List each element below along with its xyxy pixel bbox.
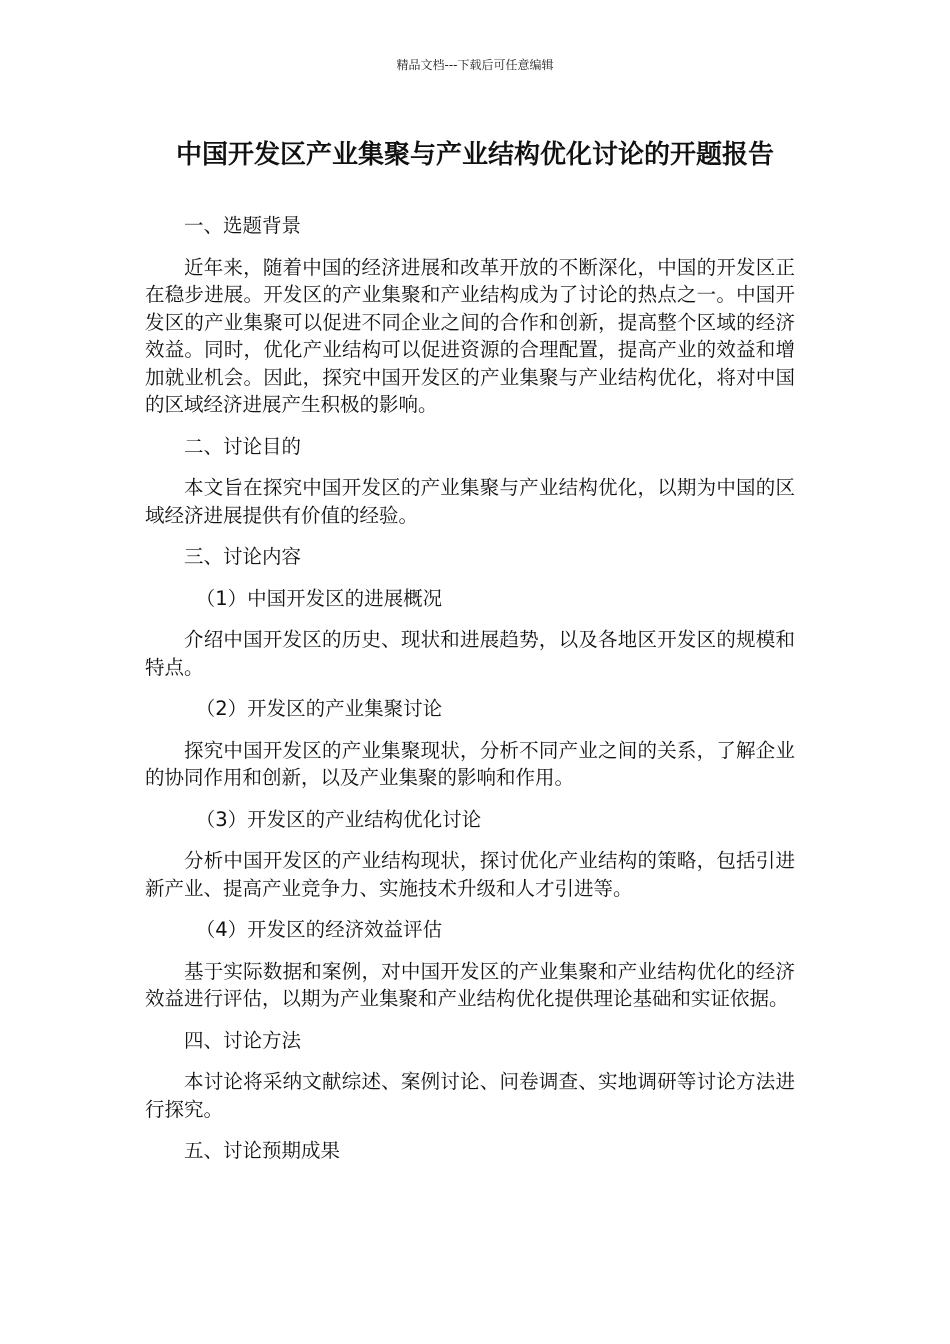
paragraph-method: 本讨论将采纳文献综述、案例讨论、问卷调查、实地调研等讨论方法进行探究。 (145, 1070, 795, 1121)
paragraph-structure: 分析中国开发区的产业结构现状，探讨优化产业结构的策略，包括引进新产业、提高产业竞争力、实施技术升级和人才引进等。 (145, 849, 795, 900)
subheading-structure: （3）开发区的产业结构优化讨论 (195, 807, 482, 831)
section-heading-purpose: 二、讨论目的 (184, 434, 302, 458)
document-body (145, 212, 795, 1179)
section-heading-content: 三、讨论内容 (184, 545, 302, 568)
paragraph-background: 近年来，随着中国的经济进展和改革开放的不断深化，中国的开发区正在稳步进展。开发区的产业集聚和产业结构成为了讨论的热点之一。中国开发区的产业集聚可以促进不同企业之间的合作和创新，提高整个区域的经济效益。同时，优化产业结构可以促进资源的合理配置，提高产业的效益和增加就业机会。因此，探究中国开发区的产业集聚与产业结构优化，将对中国的区域经济进展产生积极的影响。 (145, 255, 795, 416)
section-heading-background: 一、选题背景 (184, 214, 302, 237)
page-header: 精品文档---下载后可任意编辑 (396, 58, 554, 72)
section-heading-outcomes: 五、讨论预期成果 (184, 1139, 341, 1162)
paragraph-purpose: 本文旨在探究中国开发区的产业集聚与产业结构优化，以期为中国的区域经济进展提供有价值的经验。 (145, 476, 795, 527)
paragraph-evaluation: 基于实际数据和案例，对中国开发区的产业集聚和产业结构优化的经济效益进行评估，以期为产业集聚和产业结构优化提供理论基础和实证依据。 (145, 959, 795, 1010)
subheading-overview: （1）中国开发区的进展概况 (195, 586, 443, 610)
section-heading-method: 四、讨论方法 (184, 1028, 302, 1052)
subheading-evaluation: （4）开发区的经济效益评估 (195, 918, 443, 941)
subheading-agglomeration: （2）开发区的产业集聚讨论 (195, 697, 443, 720)
paragraph-agglomeration: 探究中国开发区的产业集聚现状，分析不同产业之间的关系，了解企业的协同作用和创新，以及产业集聚的影响和作用。 (145, 738, 795, 789)
document-title: 中国开发区产业集聚与产业结构优化讨论的开题报告 (175, 140, 774, 170)
paragraph-overview: 介绍中国开发区的历史、现状和进展趋势，以及各地区开发区的规模和特点。 (145, 628, 795, 679)
